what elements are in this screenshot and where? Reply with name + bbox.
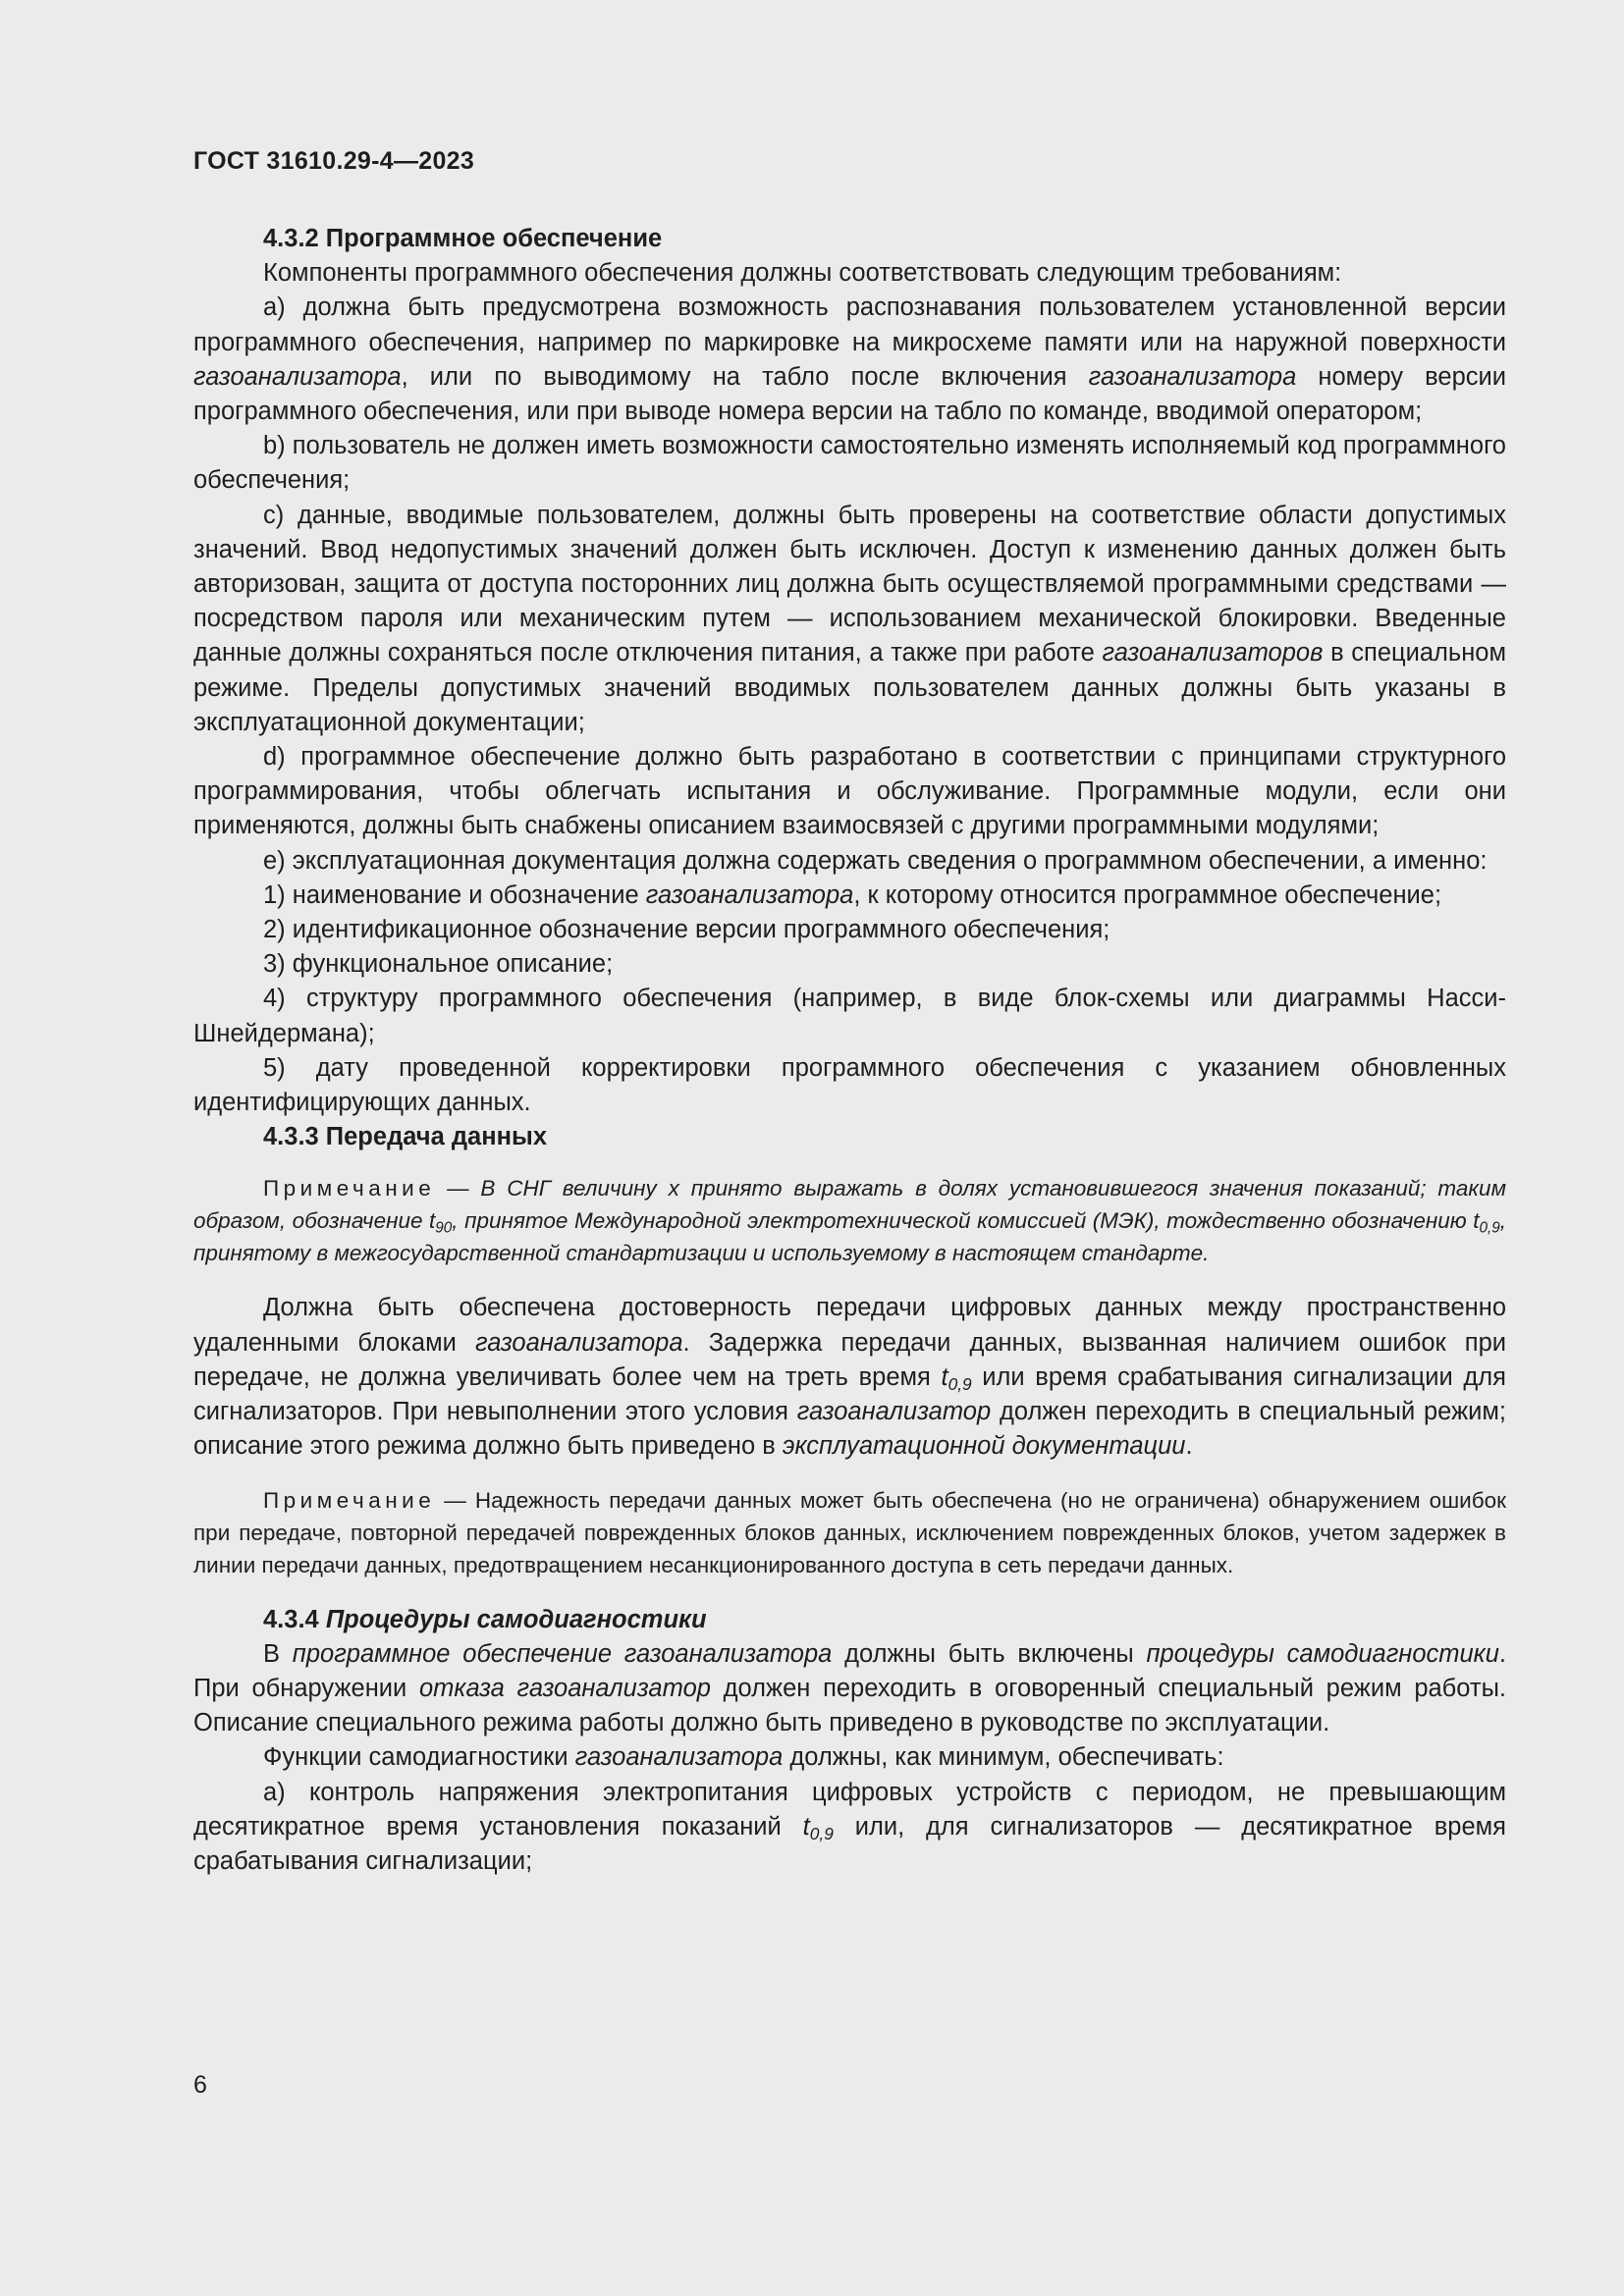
paragraph: Должна быть обеспечена достоверность передачи цифровых данных между пространственно удаленными блоками газоанализатора. Задержка передачи данных, вызванная наличием ошибок при передаче, не должна увеличивать более чем на треть время $t_{0,9}$ или время срабатывания сигнализации для сигнализаторов. При невыполнении этого условия газоанализатор должен переходить в специальный режим; описание этого режима должно быть приведено в эксплуатационной документации. [193, 1294, 1506, 1461]
list-item-a: а) должна быть предусмотрена возможность распознавания пользователем установленной версии программного обеспечения, например по маркировке на микросхеме памяти или на наружной поверхности газоанализатора, или по выводимому на табло после включения газоанализатора номеру версии программного обеспечения, или при выводе номера версии на табло по команде, вводимой оператором; [193, 294, 1506, 426]
section-4-3-2-title: 4.3.2 Программное обеспечение [263, 225, 663, 252]
document-header: ГОСТ 31610.29-4—2023 [193, 147, 475, 175]
list-item-e2: 2) идентификационное обозначение версии программного обеспечения; [263, 916, 1110, 944]
list-item-d: d) программное обеспечение должно быть разработано в соответствии с принципами структурного программирования, чтобы облегчать испытания и обслуживание. Программные модули, если они применяются, должны быть снабжены описанием взаимосвязей с другими программными модулями; [193, 743, 1506, 840]
page-number: 6 [193, 2071, 207, 2099]
paragraph: В программное обеспечение газоанализатора должны быть включены процедуры самодиагностики. При обнаружении отказа газоанализатор должен переходить в оговоренный специальный режим работы. Описание специального режима работы должно быть приведено в руководстве по эксплуатации. [193, 1639, 1506, 1737]
note-1: Примечание — В СНГ величину x принято выражать в долях установившегося значения показаний; таким образом, обозначение $t_{90}$, принятое Международной электротехнической комиссией (МЭК), тождественно обозначению $t_{0,9}$, принятому в межгосударственной стандартизации и используемому в настоящем стандарте. [193, 1176, 1506, 1266]
paragraph: Функции самодиагностики газоанализатора должны, как минимум, обеспечивать: [263, 1743, 1224, 1772]
paragraph: Компоненты программного обеспечения должны соответствовать следующим требованиям: [263, 259, 1342, 288]
list-item-e: е) эксплуатационная документация должна содержать сведения о программном обеспечении, а именно: [263, 846, 1488, 875]
list-item-e1: 1) наименование и обозначение газоанализатора, к которому относится программное обеспечение; [263, 881, 1442, 909]
list-item-c: с) данные, вводимые пользователем, должны быть проверены на соответствие области допустимых значений. Ввод недопустимых значений должен быть исключен. Доступ к изменению данных должен быть авторизован, защита от доступа посторонних лиц должна быть осуществляемой программными средствами — посредством пароля или механическим путем — использованием механической блокировки. Введенные данные должны сохраняться после отключения питания, а также при работе газоанализаторов в специальном режиме. Пределы допустимых значений вводимых пользователем данных должны быть указаны в эксплуатационной документации; [193, 501, 1506, 736]
list-item-b: b) пользователь не должен иметь возможности самостоятельно изменять исполняемый код программного обеспечения; [193, 432, 1506, 495]
list-item-a: а) контроль напряжения электропитания цифровых устройств с периодом, не превышающим десятикратное время установления показаний $t_{0,9}$ или, для сигнализаторов — десятикратное время срабатывания сигнализации; [193, 1778, 1506, 1875]
note-2: Примечание — Надежность передачи данных может быть обеспечена (но не ограничена) обнаружением ошибок при передаче, повторной передачей поврежденных блоков данных, исключением поврежденных блоков, учетом задержек в линии передачи данных, предотвращением несанкционированного доступа в сеть передачи данных. [193, 1487, 1506, 1577]
section-4-3-4-title: 4.3.4 Процедуры самодиагностики [263, 1605, 707, 1633]
list-item-e4: 4) структуру программного обеспечения (например, в виде блок-схемы или диаграммы Насси-Шнейдермана); [193, 985, 1506, 1047]
document-body [193, 222, 1506, 1879]
list-item-e3: 3) функциональное описание; [263, 950, 614, 979]
list-item-e5: 5) дату проведенной корректировки программного обеспечения с указанием обновленных идентифицирующих данных. [193, 1053, 1506, 1117]
section-4-3-3-title: 4.3.3 Передача данных [263, 1123, 548, 1151]
